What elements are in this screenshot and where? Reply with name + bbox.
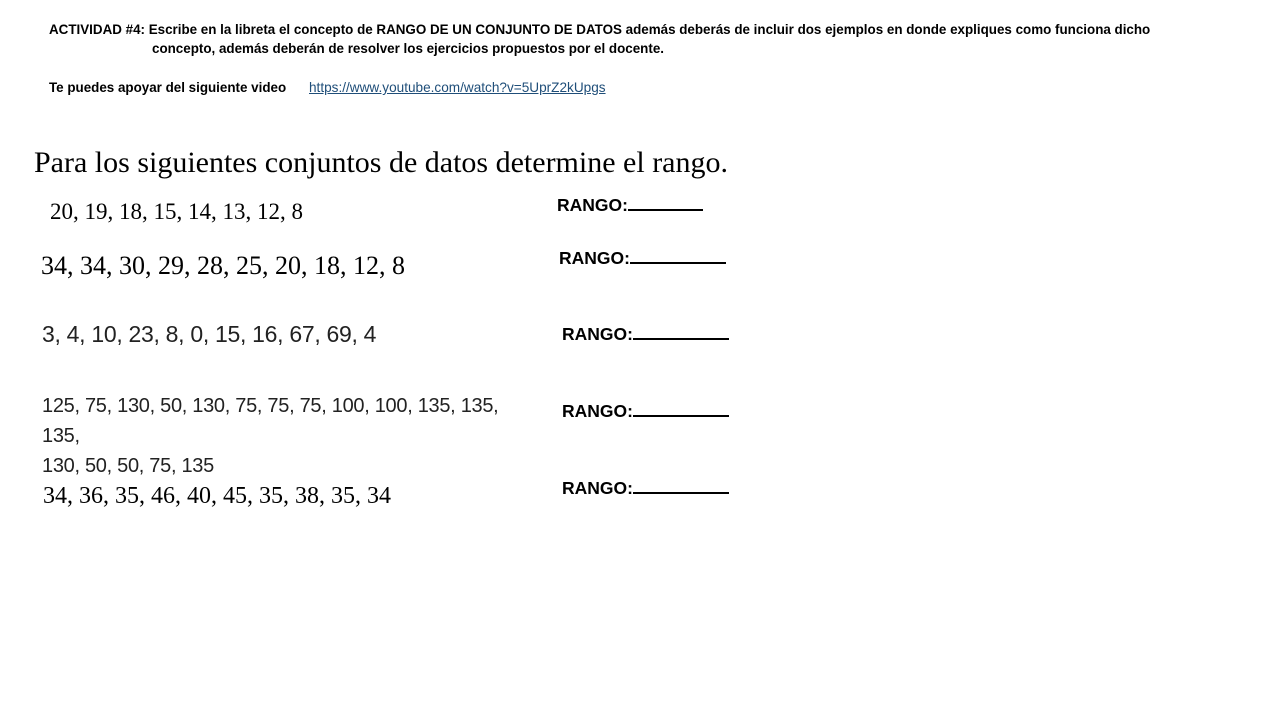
dataset-3: 3, 4, 10, 23, 8, 0, 15, 16, 67, 69, 4 (42, 321, 377, 347)
answer-blank[interactable] (633, 400, 729, 417)
rango-label: RANGO: (562, 401, 633, 421)
dataset-4 (42, 391, 522, 481)
answer-blank[interactable] (633, 477, 729, 494)
dataset-2: 34, 34, 30, 29, 28, 25, 20, 18, 12, 8 (41, 251, 405, 280)
rango-answer-5 (562, 477, 729, 499)
rango-label: RANGO: (559, 248, 630, 268)
video-link[interactable]: https://www.youtube.com/watch?v=5UprZ2kUpgs (309, 80, 606, 95)
rango-answer-2 (559, 247, 726, 269)
dataset-4-line-1: 125, 75, 130, 50, 130, 75, 75, 75, 100, 100, 135, 135, 135, (42, 395, 499, 447)
rango-label: RANGO: (562, 324, 633, 344)
rango-answer-1 (557, 194, 703, 216)
video-label: Te puedes apoyar del siguiente video (49, 80, 287, 95)
rango-answer-3 (562, 323, 729, 345)
dataset-5: 34, 36, 35, 46, 40, 45, 35, 38, 35, 34 (43, 483, 391, 509)
rango-answer-4 (562, 400, 729, 422)
answer-blank[interactable] (633, 323, 729, 340)
rango-label: RANGO: (562, 478, 633, 498)
activity-line-1: ACTIVIDAD #4: Escribe en la libreta el concepto de RANGO DE UN CONJUNTO DE DATOS además deberás de incluir dos ejemplos en donde expliques como funciona dicho (49, 22, 1151, 37)
answer-blank[interactable] (630, 247, 726, 264)
rango-label: RANGO: (557, 195, 628, 215)
dataset-4-line-2: 130, 50, 50, 75, 135 (42, 455, 214, 477)
activity-line-2: concepto, además deberán de resolver los ejercicios propuestos por el docente. (152, 41, 664, 56)
answer-blank[interactable] (628, 194, 703, 211)
dataset-1: 20, 19, 18, 15, 14, 13, 12, 8 (50, 199, 303, 224)
exercise-heading: Para los siguientes conjuntos de datos determine el rango. (34, 146, 728, 179)
activity-instructions (49, 20, 1150, 58)
